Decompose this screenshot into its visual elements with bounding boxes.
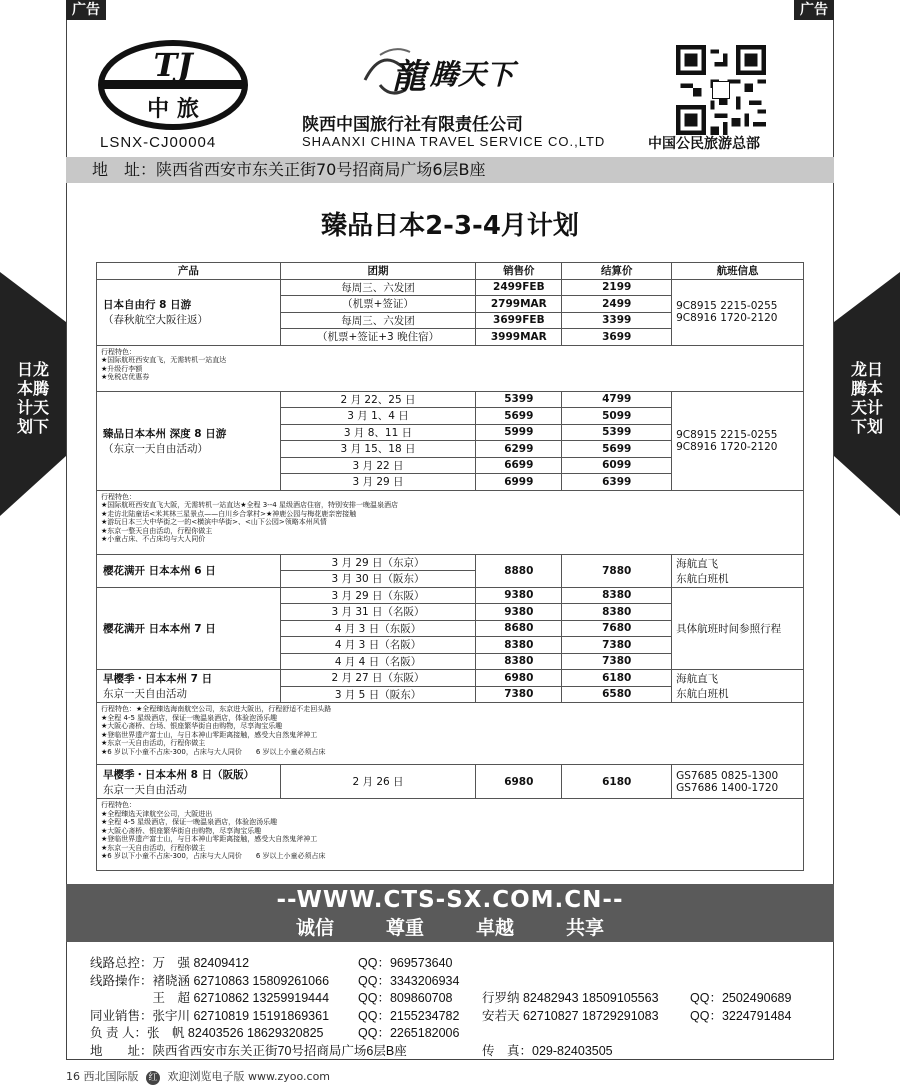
date-cell: 3 月 15、18 日 bbox=[280, 441, 476, 458]
header-product: 产品 bbox=[97, 263, 281, 280]
sale-price: 5399 bbox=[476, 391, 562, 408]
date-cell: （机票+签证） bbox=[280, 296, 476, 313]
date-cell: 3 月 29 日 bbox=[280, 474, 476, 491]
header-dates: 团期 bbox=[280, 263, 476, 280]
date-cell: （机票+签证+3 晚住宿） bbox=[280, 329, 476, 346]
product-name: 早樱季・日本本州 7 日 东京一天自由活动 bbox=[97, 670, 281, 703]
date-cell: 3 月 29 日（东京） bbox=[280, 554, 476, 571]
header-flight: 航班信息 bbox=[672, 263, 804, 280]
settle-price: 2199 bbox=[562, 279, 672, 296]
table-row bbox=[97, 554, 804, 571]
sale-price: 2499FEB bbox=[476, 279, 562, 296]
sale-price: 8380 bbox=[476, 637, 562, 654]
product-name: 樱花满开 日本本州 7 日 bbox=[97, 587, 281, 670]
red-badge-icon: 红 bbox=[146, 1071, 160, 1085]
features-cell: 行程特色： ★国际航班西安直飞，无需转机一站直达 ★升级行李额 ★免税店优惠券 bbox=[97, 345, 804, 391]
settle-price: 6580 bbox=[562, 686, 672, 703]
settle-price: 6099 bbox=[562, 457, 672, 474]
sale-price: 9380 bbox=[476, 604, 562, 621]
date-cell: 3 月 30 日（阪东） bbox=[280, 571, 476, 588]
sale-price: 6999 bbox=[476, 474, 562, 491]
table-header-row bbox=[97, 263, 804, 280]
table-row bbox=[97, 670, 804, 687]
settle-price: 3399 bbox=[562, 312, 672, 329]
table-row bbox=[97, 765, 804, 799]
page-footer bbox=[66, 1068, 330, 1085]
flight-info: 海航直飞 东航白班机 bbox=[672, 670, 804, 703]
sale-price: 2799MAR bbox=[476, 296, 562, 313]
sale-price: 8380 bbox=[476, 653, 562, 670]
brand-text: 腾天下 bbox=[430, 58, 515, 91]
date-cell: 3 月 1、4 日 bbox=[280, 408, 476, 425]
settle-price: 6180 bbox=[562, 670, 672, 687]
date-cell: 3 月 8、11 日 bbox=[280, 424, 476, 441]
product-name: 臻品日本本州 深度 8 日游 （东京一天自由活动） bbox=[97, 391, 281, 490]
settle-price: 7680 bbox=[562, 620, 672, 637]
flight-info: 具体航班时间参照行程 bbox=[672, 587, 804, 670]
slogan-band bbox=[66, 884, 834, 942]
date-cell: 4 月 3 日（东阪） bbox=[280, 620, 476, 637]
date-cell: 4 月 3 日（名阪） bbox=[280, 637, 476, 654]
product-name: 早樱季・日本本州 8 日（阪版） 东京一天自由活动 bbox=[97, 765, 281, 799]
address-bar: 地 址：陕西省西安市东关正街70号招商局广场6层B座 bbox=[66, 157, 834, 183]
settle-price: 7880 bbox=[562, 554, 672, 587]
product-name: 日本自由行 8 日游 （春秋航空大阪往返） bbox=[97, 279, 281, 345]
features-cell: 行程特色： ★国际航班西安直飞大阪，无需转机一站直达★全程 3--4 星级酒店住宿，特别安排一晚温泉酒店 ★走访北陆童话<米其林三星景点——白川乡合掌村>★神鹿公园与梅花鹿亲密接触 ★游玩日本三大中华街之一的<横滨中华街>、<山下公园>领略本州风情 ★东京一整天自由活动，行程你做主 ★小童占床、不占床均与大人同价 bbox=[97, 490, 804, 554]
page-number: 16 西北国际版 bbox=[66, 1070, 139, 1083]
date-cell: 2 月 27 日（东阪） bbox=[280, 670, 476, 687]
hq-label: 中国公民旅游总部 bbox=[648, 136, 760, 152]
date-cell: 3 月 29 日（东阪） bbox=[280, 587, 476, 604]
date-cell: 每周三、六发团 bbox=[280, 279, 476, 296]
flight-info: 9C8915 2215-0255 9C8916 1720-2120 bbox=[672, 391, 804, 490]
features-cell: 行程特色：★全程臻选海南航空公司，东京进大阪出，行程舒适不走回头路 ★全程 4-5 星级酒店，保证一晚温泉酒店，体验泡汤乐趣 ★大阪心斋桥、台场、银座繁华街自由购物，尽享淘宝乐趣 ★登临世界遗产富士山，与日本神山零距离接触，感受大自然鬼斧神工 ★东京一天自由活动，行程你做主 ★6 岁以下小童不占床-300，占床与大人同价 6 岁以上小童必须占床 bbox=[97, 703, 804, 765]
license-number: LSNX-CJ00004 bbox=[100, 134, 217, 151]
svg-text:TJ: TJ bbox=[153, 46, 193, 84]
sale-price: 7380 bbox=[476, 686, 562, 703]
flight-info: 9C8915 2215-0255 9C8916 1720-2120 bbox=[672, 279, 804, 345]
settle-price: 8380 bbox=[562, 604, 672, 621]
settle-price: 5699 bbox=[562, 441, 672, 458]
side-text-right: 龙日 腾本 天计 下划 bbox=[834, 356, 900, 456]
features-row bbox=[97, 490, 804, 554]
sale-price: 6699 bbox=[476, 457, 562, 474]
slogans: 诚信 尊重 卓越 共享 bbox=[295, 917, 605, 939]
sale-price: 5699 bbox=[476, 408, 562, 425]
sale-price: 6980 bbox=[476, 765, 562, 799]
ad-label-left: 广告 bbox=[66, 0, 106, 20]
product-name: 樱花满开 日本本州 6 日 bbox=[97, 554, 281, 587]
itinerary-table bbox=[96, 262, 804, 871]
table-row bbox=[97, 391, 804, 408]
qr-code bbox=[676, 45, 766, 135]
table-row bbox=[97, 587, 804, 604]
date-cell: 2 月 26 日 bbox=[280, 765, 476, 799]
sale-price: 6299 bbox=[476, 441, 562, 458]
sale-price: 8680 bbox=[476, 620, 562, 637]
sale-price: 8880 bbox=[476, 554, 562, 587]
header-settle-price: 结算价 bbox=[562, 263, 672, 280]
flight-info: 海航直飞 东航白班机 bbox=[672, 554, 804, 587]
svg-text:龍: 龍 bbox=[392, 57, 426, 97]
page-title: 臻品日本2-3-4月计划 bbox=[321, 211, 579, 241]
settle-price: 8380 bbox=[562, 587, 672, 604]
company-name-en: SHAANXI CHINA TRAVEL SERVICE CO.,LTD bbox=[302, 134, 606, 149]
settle-price: 5099 bbox=[562, 408, 672, 425]
features-cell: 行程特色： ★全程臻选天津航空公司，大阪进出 ★全程 4-5 星级酒店，保证一晚温泉酒店，体验泡汤乐趣 ★大阪心斋桥、银座繁华街自由购物，尽享淘宝乐趣 ★登临世界遗产富士山，与日本神山零距离接触，感受大自然鬼斧神工 ★东京一天自由活动，行程你做主 ★6 岁以下小童不占床-300，占床与大人同价 6 岁以上小童必须占床 bbox=[97, 799, 804, 871]
sale-price: 6980 bbox=[476, 670, 562, 687]
settle-price: 7380 bbox=[562, 637, 672, 654]
side-decoration-right-bottom bbox=[834, 456, 900, 516]
sale-price: 5999 bbox=[476, 424, 562, 441]
website-url[interactable]: --WWW.CTS-SX.COM.CN-- bbox=[276, 887, 624, 913]
features-row bbox=[97, 799, 804, 871]
sale-price: 3999MAR bbox=[476, 329, 562, 346]
ad-label-right: 广告 bbox=[794, 0, 834, 20]
cts-logo bbox=[98, 40, 248, 130]
date-cell: 4 月 4 日（名阪） bbox=[280, 653, 476, 670]
footer-text[interactable]: 欢迎浏览电子版 www.zyoo.com bbox=[167, 1070, 331, 1083]
sale-price: 3699FEB bbox=[476, 312, 562, 329]
features-row bbox=[97, 345, 804, 391]
date-cell: 2 月 22、25 日 bbox=[280, 391, 476, 408]
settle-price: 5399 bbox=[562, 424, 672, 441]
date-cell: 3 月 31 日（名阪） bbox=[280, 604, 476, 621]
side-text-left: 日龙 本腾 计天 划下 bbox=[0, 356, 66, 456]
logo-text: 中 旅 bbox=[147, 97, 199, 122]
flight-info: GS7685 0825-1300 GS7686 1400-1720 bbox=[672, 765, 804, 799]
side-decoration-left-bottom bbox=[0, 456, 66, 516]
table-row bbox=[97, 279, 804, 296]
date-cell: 3 月 22 日 bbox=[280, 457, 476, 474]
settle-price: 2499 bbox=[562, 296, 672, 313]
features-row bbox=[97, 703, 804, 765]
settle-price: 6180 bbox=[562, 765, 672, 799]
settle-price: 3699 bbox=[562, 329, 672, 346]
settle-price: 6399 bbox=[562, 474, 672, 491]
date-cell: 3 月 5 日（阪东） bbox=[280, 686, 476, 703]
settle-price: 7380 bbox=[562, 653, 672, 670]
settle-price: 4799 bbox=[562, 391, 672, 408]
date-cell: 每周三、六发团 bbox=[280, 312, 476, 329]
tengtianxia-logo bbox=[360, 40, 560, 100]
company-name-cn: 陕西中国旅行社有限责任公司 bbox=[302, 115, 523, 135]
sale-price: 9380 bbox=[476, 587, 562, 604]
header-sale-price: 销售价 bbox=[476, 263, 562, 280]
